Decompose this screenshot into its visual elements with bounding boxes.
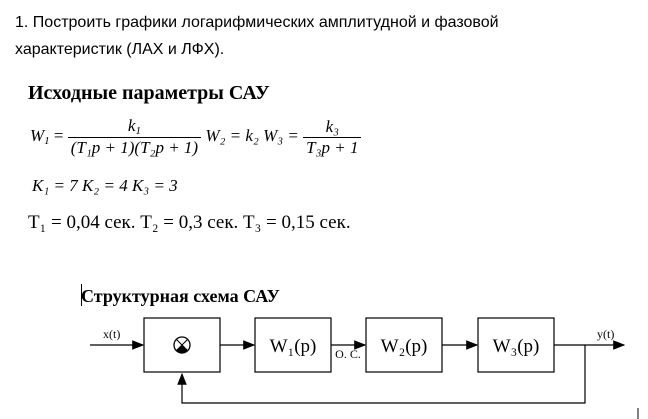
t-values: T₁ = 0,04 сек. T₂ = 0,3 сек. T₃ = 0,15 сек. [28, 212, 351, 233]
w1-lhs: $W_1$ [30, 125, 50, 147]
w1-denominator: (T₁p + 1)(T₂p + 1) [68, 137, 201, 158]
input-label: x(t) [103, 327, 121, 341]
schema-title: Структурная схема САУ [81, 286, 280, 306]
w2-block-label: W₂(p) [380, 336, 428, 357]
output-label: y(t) [597, 327, 615, 341]
w1-block-label: W₁(p) [269, 336, 317, 357]
w1-fraction: $\frac{k_1}{\text{(T₁p + 1)(T₂p + 1)}}$ [68, 116, 201, 158]
k-values: K₁ = 7 K₂ = 4 K₃ = 3 [32, 176, 178, 195]
transfer-functions: $W_1$ = $\frac{k_1}{\text{(T₁p + 1)(T₂p + 1)}}$ W₂ = k₂ W₃ = $\frac{\text{k₃}}{\text{T₃p + 1}}$ [30, 116, 361, 158]
w3-denominator: T₃p + 1 [303, 137, 361, 158]
feedback-label: О. С. [335, 347, 361, 361]
w3-lhs: W₃ = [263, 125, 299, 145]
comparator-icon [174, 337, 190, 353]
task-line-1: 1. Построить графики логарифмических амплитудной и фазовой [15, 14, 499, 31]
w2-expr: W₂ = k₂ [205, 125, 259, 145]
w3-block-label: W₃(p) [492, 336, 540, 357]
w3-numerator: k₃ [325, 116, 340, 136]
task-line-2: характеристик (ЛАХ и ЛФХ). [15, 41, 225, 58]
params-heading: Исходные параметры САУ [28, 82, 270, 104]
